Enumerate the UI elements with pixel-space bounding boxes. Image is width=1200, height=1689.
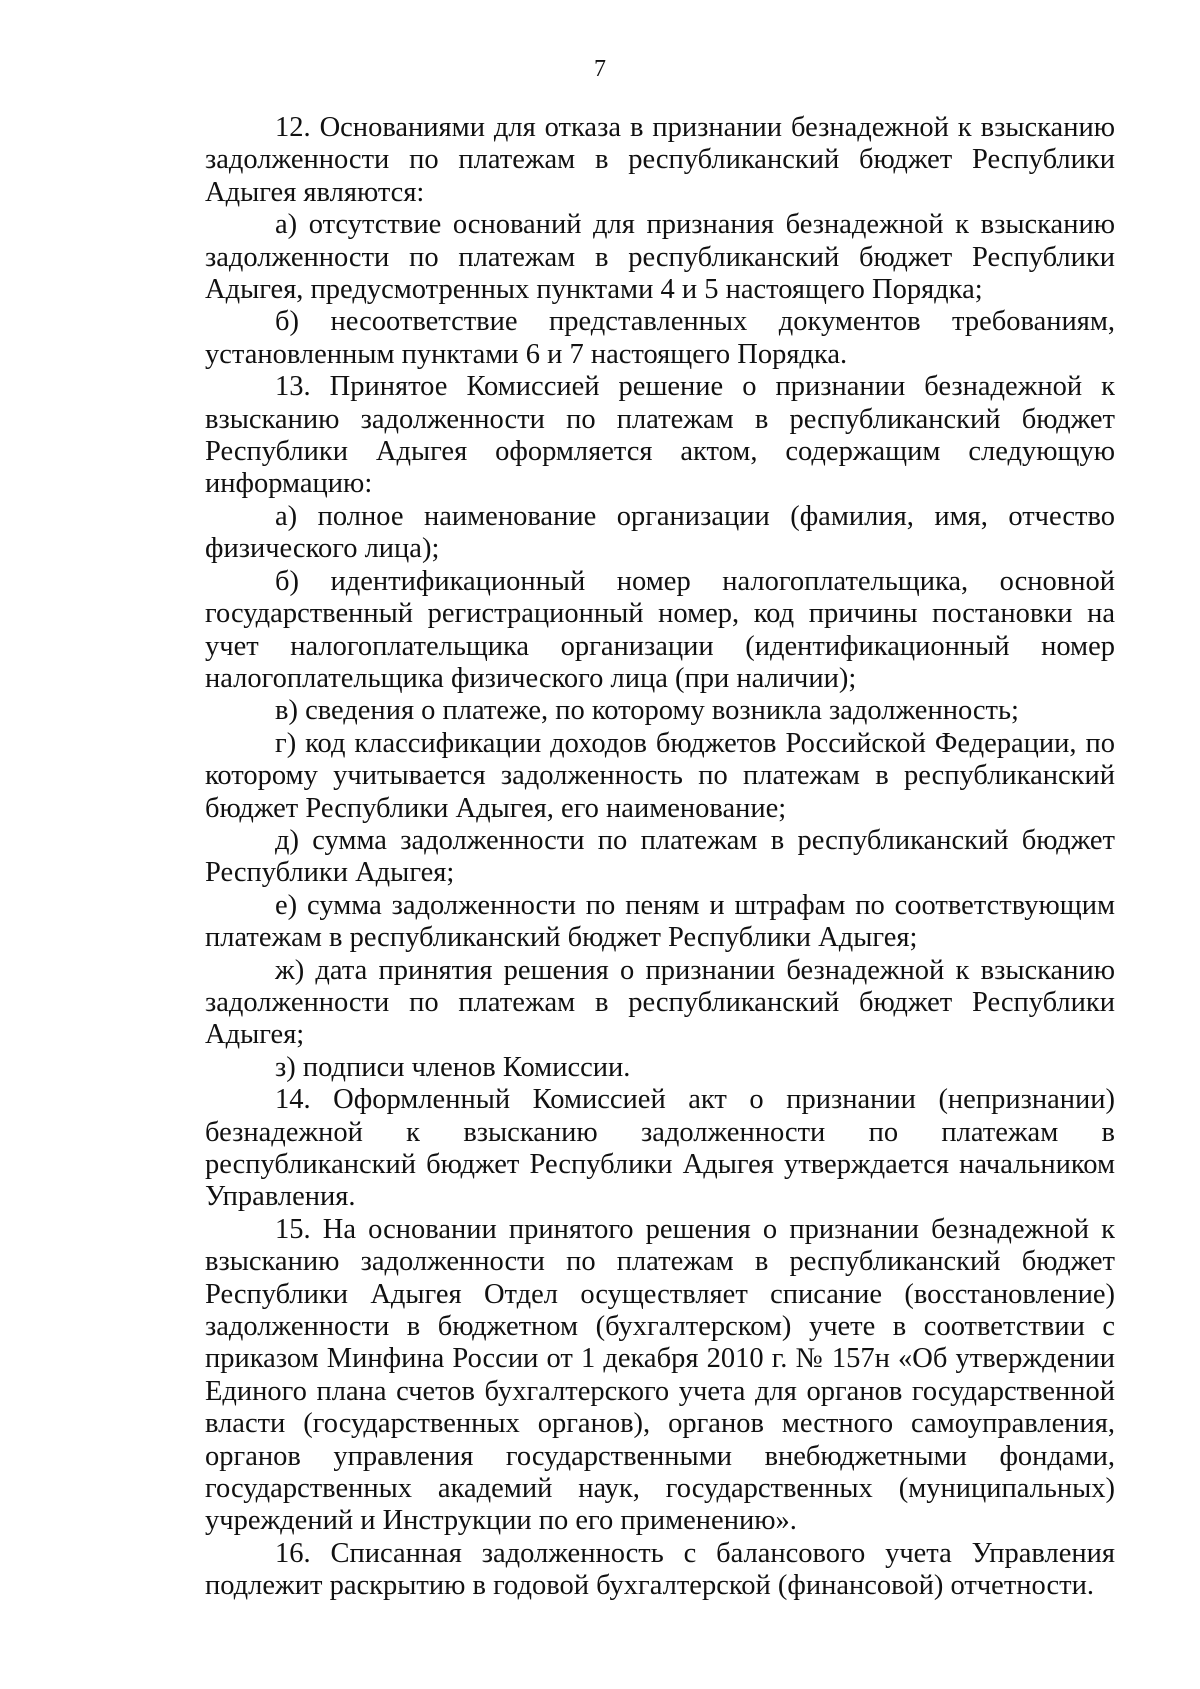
paragraph-13-e: е) сумма задолженности по пеням и штрафам по соответствующим платежам в республиканский бюджет Республики Адыгея; — [205, 889, 1115, 954]
page-number: 7 — [594, 56, 606, 82]
paragraph-13: 13. Принятое Комиссией решение о признании безнадежной к взысканию задолженности по платежам в республиканский бюджет Республики Адыгея оформляется актом, содержащим следующую информацию: — [205, 371, 1115, 500]
paragraph-13-zh: ж) дата принятия решения о признании безнадежной к взысканию задолженности по платежам в республиканский бюджет Республики Адыгея; — [205, 954, 1115, 1051]
paragraph-13-d: д) сумма задолженности по платежам в республиканский бюджет Республики Адыгея; — [205, 824, 1115, 889]
paragraph-13-b: б) идентификационный номер налогоплательщика, основной государственный регистрационный номер, код причины постановки на учет налогоплательщика организации (идентификационный номер налогоплательщика физического лица (при наличии); — [205, 565, 1115, 694]
paragraph-12: 12. Основаниями для отказа в признании безнадежной к взысканию задолженности по платежам в республиканский бюджет Республики Адыгея являются: — [205, 112, 1115, 208]
paragraph-14: 14. Оформленный Комиссией акт о признании (непризнании) безнадежной к взысканию задолженности по платежам в республиканский бюджет Республики Адыгея утверждается начальником Управления. — [205, 1084, 1115, 1213]
paragraph-13-g: г) код классификации доходов бюджетов Российской Федерации, по которому учитывается задолженность по платежам в республиканский бюджет Республики Адыгея, его наименование; — [205, 727, 1115, 824]
paragraph-12-b: б) несоответствие представленных документов требованиям, установленным пунктами 6 и 7 настоящего Порядка. — [205, 306, 1115, 370]
paragraph-13-v: в) сведения о платеже, по которому возникла задолженность; — [275, 695, 1019, 727]
paragraph-13-a: а) полное наименование организации (фамилия, имя, отчество физического лица); — [205, 500, 1115, 565]
paragraph-16: 16. Списанная задолженность с балансового учета Управления подлежит раскрытию в годовой бухгалтерской (финансовой) отчетности. — [205, 1537, 1115, 1602]
paragraph-15: 15. На основании принятого решения о признании безнадежной к взысканию задолженности по платежам в республиканский бюджет Республики Адыгея Отдел осуществляет списание (восстановление) задолженности в бюджетном (бухгалтерском) учете в соответствии с приказом Минфина России от 1 декабря 2010 г. № 157н «Об утверждении Единого плана счетов бухгалтерского учета для органов государственной власти (государственных органов), органов местного самоуправления, органов управления государственными внебюджетными фондами, государственных академий наук, государственных (муниципальных) учреждений и Инструкции по его применению». — [205, 1213, 1115, 1537]
document-body — [205, 112, 1115, 1603]
paragraph-12-a: а) отсутствие оснований для признания безнадежной к взысканию задолженности по платежам в республиканский бюджет Республики Адыгея, предусмотренных пунктами 4 и 5 настоящего Порядка; — [205, 209, 1115, 306]
paragraph-13-z: з) подписи членов Комиссии. — [275, 1051, 631, 1083]
